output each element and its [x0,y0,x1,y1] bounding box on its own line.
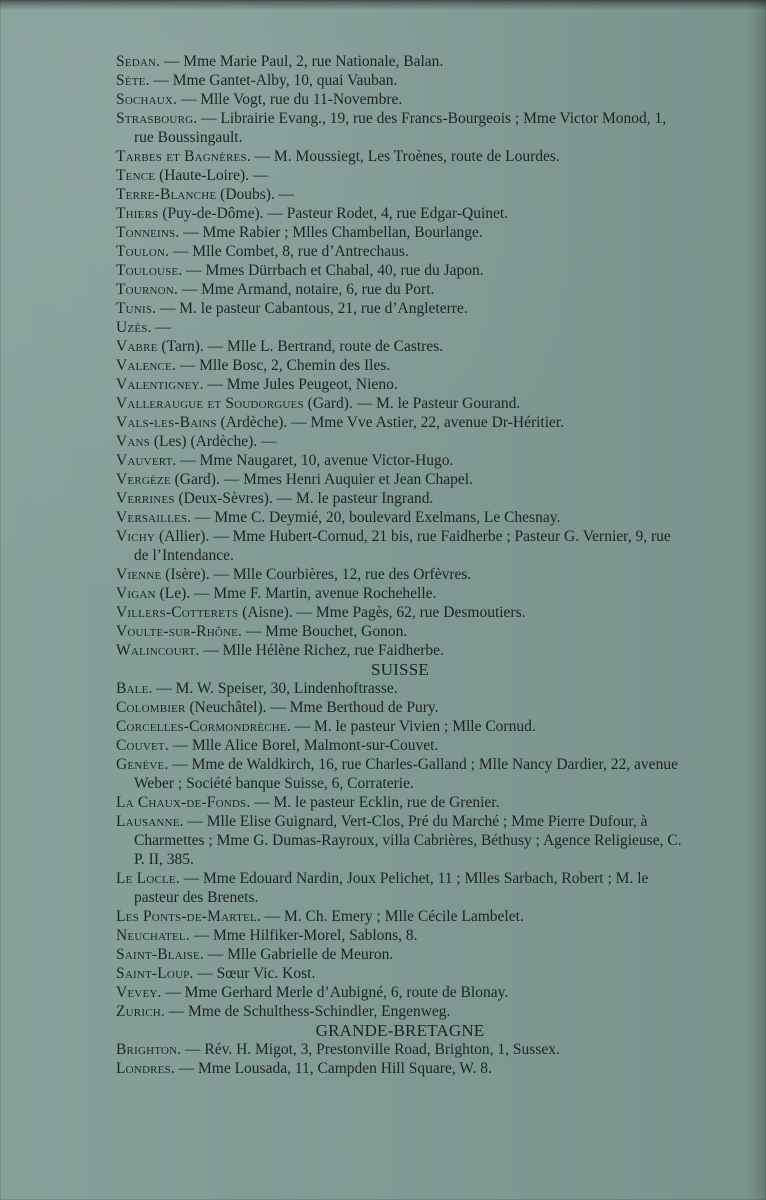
entry-details: . — Mme Hilfiker-Morel, Sablons, 8. [185,927,418,944]
place-name: Verrines [116,490,175,507]
place-name: Les Ponts-de-Martel [116,908,257,925]
directory-entry [116,736,684,755]
directory-entry [116,622,684,641]
place-name: Villers-Cotterets [116,604,239,621]
directory-entry [116,147,684,166]
section-title-suisse: SUISSE [371,660,429,679]
place-name: Vigan [116,585,156,602]
directory-entry [116,565,684,584]
entry-details: . — M. le pasteur Cabantous, 21, rue d’Angleterre. [152,300,468,317]
entry-details: . — Mme Jules Peugeot, Nieno. [199,376,398,393]
place-name: Brighton [116,1041,178,1058]
entry-details: . — Mme Edouard Nardin, Joux Pelichet, 11 ; Mlles Sarbach, Robert ; M. le pasteur des Brenets. [134,870,649,906]
directory-entry [116,964,684,983]
right-edge-shadow [748,0,766,1200]
directory-entry [116,375,684,394]
place-name: Terre-Blanche [116,186,217,203]
entry-details: . — Mlle Gabrielle de Meuron. [199,946,394,963]
directory-entry [116,356,684,375]
place-name: Valentigney [116,376,200,393]
entry-details: . — M. le pasteur Ecklin, rue de Grenier. [246,794,500,811]
place-name: Versailles [116,509,188,526]
entry-details: . — Mme de Schulthess-Schindler, Engenweg. [160,1003,451,1020]
entry-details: (Haute-Loire). — [155,167,269,184]
directory-entry [116,204,684,223]
entry-details: . — Mlle Alice Borel, Malmont-sur-Couvet. [164,737,439,754]
entry-details: . — Mme C. Deymié, 20, boulevard Exelmans, Le Chesnay. [187,509,561,526]
entry-details: . — Mlle Elise Guignard, Vert-Clos, Pré du Marché ; Mme Pierre Dufour, à Charmettes ; Mme G. Dumas-Rayroux, villa Cabrières, Béthusy ; Agence Religieuse, C. P. II, 385. [134,813,682,868]
entry-details: . — Mlle Hélène Richez, rue Faidherbe. [195,642,444,659]
entry-details: (Les) (Ardèche). — [150,433,277,450]
entry-details: (Aisne). — Mme Pagès, 62, rue Desmoutiers. [238,604,526,621]
directory-entry [116,451,684,470]
directory-entry [116,185,684,204]
place-name: Lausanne [116,813,180,830]
entry-details: (Gard). — Mmes Henri Auquier et Jean Chapel. [170,471,473,488]
entry-details: . — Mme Marie Paul, 2, rue Nationale, Balan. [156,53,444,70]
top-shadow [0,0,766,10]
place-name: Toulouse [116,262,179,279]
place-name: Londres [116,1060,171,1077]
directory-entry [116,109,684,147]
directory-entry [116,337,684,356]
section-title-grande-bretagne: GRANDE-BRETAGNE [315,1021,485,1040]
entry-details: (Le). — Mme F. Martin, avenue Rochehelle. [155,585,437,602]
entry-details: . — Mmes Dürrbach et Chabal, 40, rue du Japon. [178,262,484,279]
directory-entry [116,584,684,603]
place-name: Tarbes et Bagnères [116,148,247,165]
entry-details: (Gard). — M. le Pasteur Gourand. [303,395,521,412]
entry-details: . — Mme de Waldkirch, 16, rue Charles-Galland ; Mlle Nancy Dardier, 22, avenue Weber ; Société banque Suisse, 6, Corraterie. [134,756,678,792]
entry-details: . — Mme Lousada, 11, Campden Hill Square, W. 8. [170,1060,492,1077]
directory-entry [116,299,684,318]
directory-entry [116,1040,684,1059]
place-name: Saint-Blaise [116,946,200,963]
entry-details: . — M. Ch. Emery ; Mlle Cécile Lambelet. [256,908,524,925]
entry-details: . — Mme Rabier ; Mlles Chambellan, Bourlange. [175,224,483,241]
place-name: Vabre [116,338,158,355]
place-name: Colombier [116,699,186,716]
place-name: Tunis [116,300,153,317]
directory-entry [116,508,684,527]
entry-details: (Ardèche). — Mme Vve Astier, 22, avenue Dr-Héritier. [216,414,565,431]
place-name: Vichy [116,528,156,545]
entry-details: . — M. le pasteur Vivien ; Mlle Cornud. [286,718,536,735]
place-name: Vevey [116,984,158,1001]
place-name: Genève [116,756,165,773]
entry-details: . — Mlle Vogt, rue du 11-Novembre. [173,91,403,108]
entry-details: (Puy-de-Dôme). — Pasteur Rodet, 4, rue Edgar-Quinet. [158,205,509,222]
directory-entry [116,242,684,261]
entry-details: . — Mme Gantet-Alby, 10, quai Vauban. [145,72,398,89]
place-name: Valleraugue et Soudorgues [116,395,304,412]
place-name: Vans [116,433,150,450]
place-name: Walincourt [116,642,196,659]
place-name: Tence [116,167,156,184]
directory-entry [116,983,684,1002]
place-name: Vienne [116,566,162,583]
directory-entry [116,1002,684,1021]
directory-entry [116,318,684,337]
directory-entry [116,90,684,109]
place-name: Zurich [116,1003,161,1020]
directory-entry [116,945,684,964]
entry-details: (Deux-Sèvres). — M. le pasteur Ingrand. [174,490,434,507]
directory-entry [116,926,684,945]
entry-details: (Neuchâtel). — Mme Berthoud de Pury. [185,699,439,716]
place-name: Sedan [116,53,157,70]
place-name: Vauvert [116,452,173,469]
entry-details: . — M. W. Speiser, 30, Lindenhoftrasse. [148,680,398,697]
directory-entry [116,166,684,185]
place-name: Couvet [116,737,165,754]
place-name: La Chaux-de-Fonds [116,794,247,811]
directory-entry [116,1059,684,1078]
entry-details: . — Rév. H. Migot, 3, Prestonville Road, Brighton, 1, Sussex. [177,1041,560,1058]
directory-list [116,52,684,1078]
directory-entry [116,603,684,622]
entry-details: (Tarn). — Mlle L. Bertrand, route de Castres. [157,338,444,355]
place-name: Vals-les-Bains [116,414,217,431]
directory-entry [116,394,684,413]
place-name: Neuchatel [116,927,186,944]
place-name: Bale [116,680,149,697]
entry-details: . — M. Moussiegt, Les Troènes, route de Lourdes. [246,148,560,165]
place-name: Le Locle [116,870,176,887]
place-name: Strasbourg [116,110,194,127]
place-name: Valence [116,357,172,374]
place-name: Tournon [116,281,174,298]
place-name: Vergèze [116,471,171,488]
directory-entry [116,679,684,698]
directory-entry [116,717,684,736]
entry-details: . — Mme Armand, notaire, 6, rue du Port. [173,281,435,298]
entry-details: . — Mme Gerhard Merle d’Aubigné, 6, route de Blonay. [157,984,509,1001]
directory-entry [116,223,684,242]
place-name: Sète [116,72,146,89]
directory-entry [116,907,684,926]
entry-details: . — Mme Bouchet, Gonon. [238,623,408,640]
directory-entry [116,641,684,660]
entry-details: (Doubs). — [216,186,295,203]
place-name: Voulte-sur-Rhône [116,623,239,640]
place-name: Tonneins [116,224,176,241]
entry-details: . — Mme Naugaret, 10, avenue Victor-Hugo. [172,452,454,469]
entry-details: . — Sœur Vic. Kost. [189,965,316,982]
directory-entry [116,280,684,299]
directory-entry [116,812,684,869]
directory-entry [116,698,684,717]
directory-entry [116,470,684,489]
place-name: Saint-Loup [116,965,190,982]
place-name: Toulon [116,243,166,260]
directory-entry [116,869,684,907]
directory-entry [116,793,684,812]
directory-entry [116,52,684,71]
place-name: Thiers [116,205,159,222]
entry-details: (Allier). — Mme Hubert-Cornud, 21 bis, rue Faidherbe ; Pasteur G. Vernier, 9, rue de l’Intendance. [134,528,671,564]
directory-entry [116,261,684,280]
place-name: Corcelles-Cormondrèche [116,718,287,735]
directory-entry [116,755,684,793]
entry-details: . — Mlle Combet, 8, rue d’Antrechaus. [165,243,409,260]
place-name: Uzès [116,319,148,336]
entry-details: . — Librairie Evang., 19, rue des Francs-Bourgeois ; Mme Victor Monod, 1, rue Boussingault. [134,110,667,146]
directory-entry [116,527,684,565]
directory-entry [116,432,684,451]
entry-details: (Isère). — Mlle Courbières, 12, rue des Orfèvres. [161,566,472,583]
directory-entry [116,489,684,508]
directory-entry [116,71,684,90]
entry-details: . — Mlle Bosc, 2, Chemin des Iles. [171,357,391,374]
place-name: Sochaux [116,91,174,108]
directory-entry [116,413,684,432]
entry-details: . — [147,319,171,336]
